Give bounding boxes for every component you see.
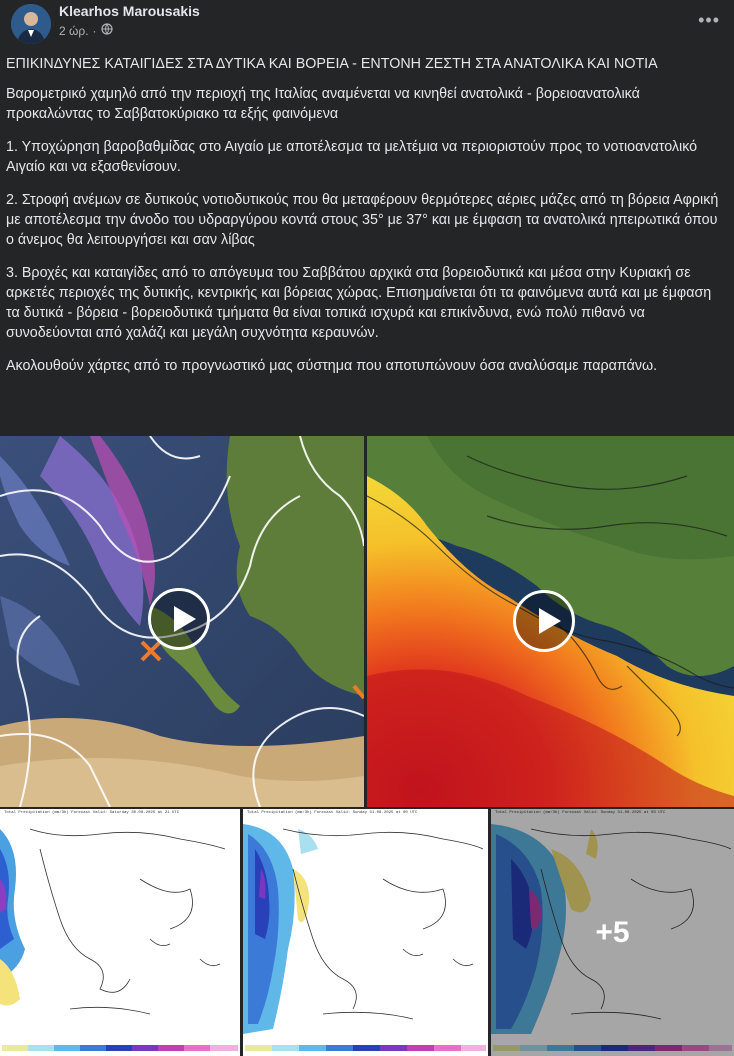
post-header	[0, 0, 734, 50]
more-photos-overlay[interactable]	[491, 809, 734, 1056]
post-body	[6, 54, 722, 389]
video-tile-1[interactable]	[0, 436, 364, 807]
forecast-map-1[interactable]	[0, 809, 240, 1056]
separator-dot: ·	[92, 23, 97, 38]
more-dots-icon[interactable]: •••	[698, 10, 720, 30]
post-meta	[59, 23, 113, 38]
forecast-map-3[interactable]	[491, 809, 734, 1056]
map-header: Total Precipitation (mm/3h) Forecast Valid: Sunday 31.08.2025 at 00 UTC	[247, 811, 418, 815]
author-name[interactable]: Klearhos Marousakis	[59, 3, 200, 19]
play-icon[interactable]	[148, 588, 210, 650]
forecast-map-2[interactable]	[243, 809, 488, 1056]
precip-map-2	[243, 809, 488, 1056]
avatar[interactable]	[11, 4, 51, 44]
post-paragraph-intro: Βαρομετρικό χαμηλό από την περιοχή της Ιταλίας αναμένεται να κινηθεί ανατολικά - βορειοανατολικά προκαλώντας το Σαββατοκύριακο τα εξής φαινόμενα	[6, 86, 640, 122]
post-title: ΕΠΙΚΙΝΔΥΝΕΣ ΚΑΤΑΙΓΙΔΕΣ ΣΤΑ ΔΥΤΙΚΑ ΚΑΙ ΒΟΡΕΙΑ - ΕΝΤΟΝΗ ΖΕΣΤΗ ΣΤΑ ΑΝΑΤΟΛΙΚΑ ΚΑΙ ΝΟΤΙΑ	[6, 56, 658, 72]
map-header: Total Precipitation (mm/3h) Forecast Valid: Sunday 31.08.2025 at 03 UTC	[495, 811, 666, 815]
more-photos-count: +5	[595, 915, 630, 949]
map-header: Total Precipitation (mm/3h) Forecast Valid: Saturday 30.08.2025 at 21 UTC	[4, 811, 180, 815]
post-paragraph-2: 2. Στροφή ανέμων σε δυτικούς νοτιοδυτικούς που θα μεταφέρουν θερμότερες αέριες μάζες από τη βόρεια Αφρική με αποτέλεσμα την άνοδο του υδραργύρου κοντά στους 35° με 37° και με έμφαση τα ανατολικά ηπειρωτικά όπου ο άνεμος θα λειτουργήσει και σαν λίβας	[6, 192, 719, 248]
precip-map-1	[0, 809, 240, 1056]
media-grid	[0, 436, 734, 1056]
post-paragraph-1: 1. Υποχώρηση βαροβαθμίδας στο Αιγαίο με αποτέλεσμα τα μελτέμια να περιοριστούν προς το νοτιοανατολικό Αιγαίο και να εξασθενίσουν.	[6, 139, 698, 175]
play-icon[interactable]	[513, 590, 575, 652]
globe-icon	[101, 23, 113, 38]
post-paragraph-3: 3. Βροχές και καταιγίδες από το απόγευμα του Σαββάτου αρχικά στα βορειοδυτικά και μέσα στην Κυριακή σε αρκετές περιοχές της δυτικής, κεντρικής και βόρειας χώρας. Επισημαίνεται ότι τα φαινόμενα αυτά και με έμφαση τα δυτικά - βόρεια - βορειοδυτικά τμήματα θα είναι τοπικά ισχυρά και επικίνδυνα, ενώ πολύ πιθανό να συνοδεύονται από χαλάζι και μεγάλη συχνότητα κεραυνών.	[6, 265, 712, 341]
video-tile-2[interactable]	[367, 436, 734, 807]
post-time[interactable]: 2 ώρ.	[59, 23, 89, 38]
post-paragraph-outro: Ακολουθούν χάρτες από το προγνωστικό μας σύστημα που αποτυπώνουν όσα αναλύσαμε παραπάνω.	[6, 358, 658, 374]
